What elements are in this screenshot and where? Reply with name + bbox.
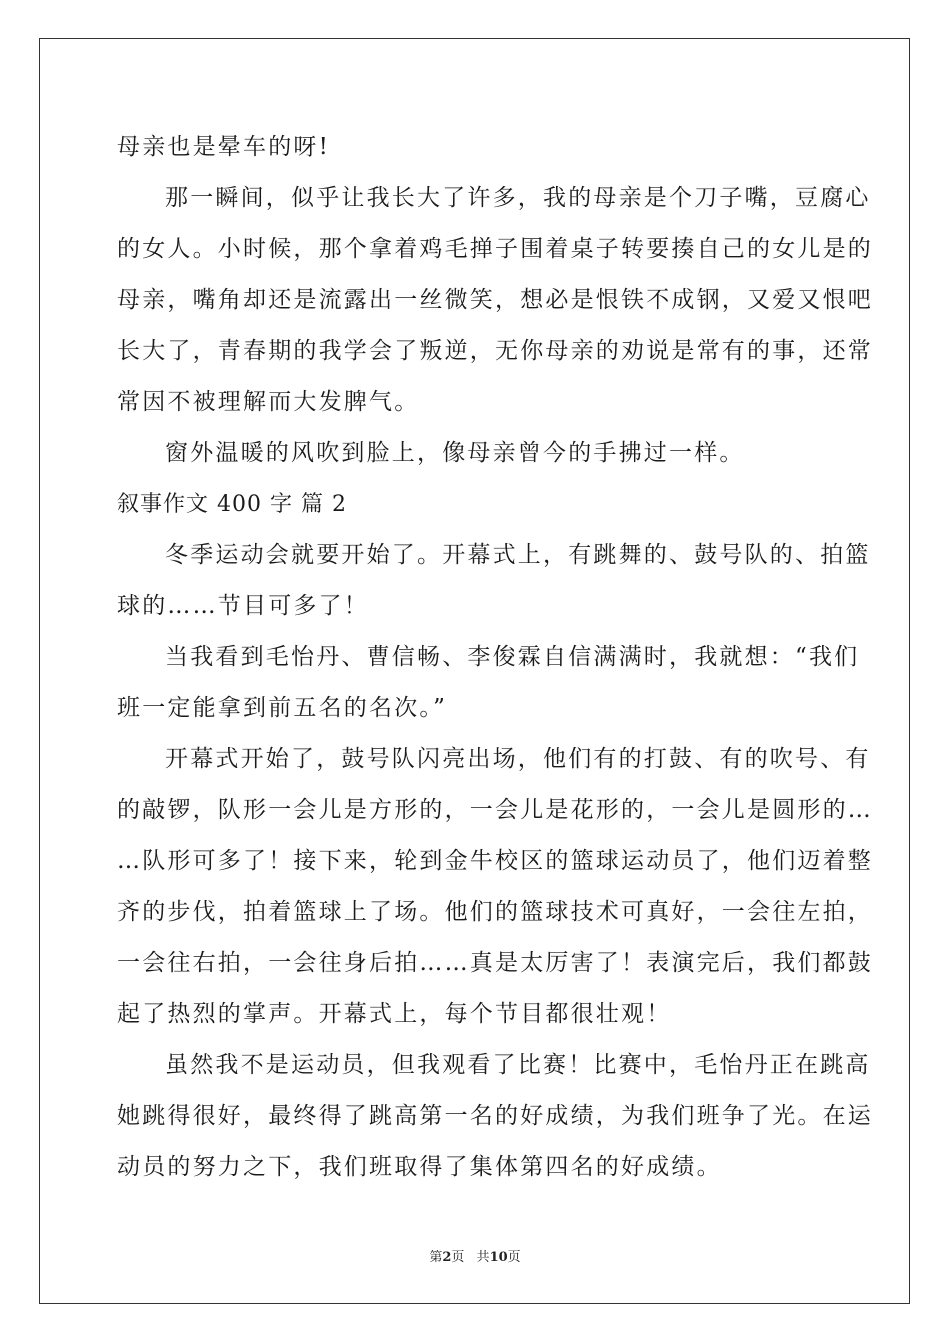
text-line: 虽然我不是运动员，但我观看了比赛！比赛中，毛怡丹正在跳高 xyxy=(165,1052,871,1078)
text-line: 班一定能拿到前五名的名次。” xyxy=(117,695,448,721)
text-line: 开幕式开始了，鼓号队闪亮出场，他们有的打鼓、有的吹号、有 xyxy=(165,746,871,772)
text-line: 母亲也是晕车的呀! xyxy=(117,134,331,160)
text-line: 她跳得很好，最终得了跳高第一名的好成绩，为我们班争了光。在运 xyxy=(117,1103,873,1129)
text-line: 的女人。小时候，那个拿着鸡毛掸子围着桌子转要揍自己的女儿是的 xyxy=(117,236,873,262)
text-line: 的敲锣，队形一会儿是方形的，一会儿是花形的，一会儿是圆形的… xyxy=(117,797,873,823)
text-line: 球的……节目可多了！ xyxy=(117,593,369,619)
page-number: 第2页 xyxy=(429,1250,465,1265)
text-line: 那一瞬间，似乎让我长大了许多，我的母亲是个刀子嘴，豆腐心 xyxy=(165,185,871,211)
text-line: 起了热烈的掌声。开幕式上，每个节目都很壮观！ xyxy=(117,1001,672,1027)
text-line: 长大了，青春期的我学会了叛逆，无你母亲的劝说是常有的事，还常 xyxy=(117,338,873,364)
text-line: 一会往右拍，一会往身后拍……真是太厉害了！表演完后，我们都鼓 xyxy=(117,950,873,976)
text-line: 当我看到毛怡丹、曹信畅、李俊霖自信满满时，我就想：“我们 xyxy=(165,644,860,670)
document-body xyxy=(117,122,873,1193)
section-heading: 叙事作文 400 字 篇 2 xyxy=(117,492,347,517)
text-line: …队形可多了！接下来，轮到金牛校区的篮球运动员了，他们迈着整 xyxy=(117,848,873,874)
page-total: 共10页 xyxy=(476,1250,521,1265)
page-footer xyxy=(0,1246,950,1265)
text-line: 母亲，嘴角却还是流露出一丝微笑，想必是恨铁不成钢，又爱又恨吧 xyxy=(117,287,873,313)
text-line: 齐的步伐，拍着篮球上了场。他们的篮球技术可真好，一会往左拍， xyxy=(117,899,873,925)
text-line: 冬季运动会就要开始了。开幕式上，有跳舞的、鼓号队的、拍篮 xyxy=(165,542,871,568)
text-line: 动员的努力之下，我们班取得了集体第四名的好成绩。 xyxy=(117,1154,722,1180)
text-line: 常因不被理解而大发脾气。 xyxy=(117,389,420,415)
text-line: 窗外温暖的风吹到脸上，像母亲曾今的手拂过一样。 xyxy=(165,440,745,466)
